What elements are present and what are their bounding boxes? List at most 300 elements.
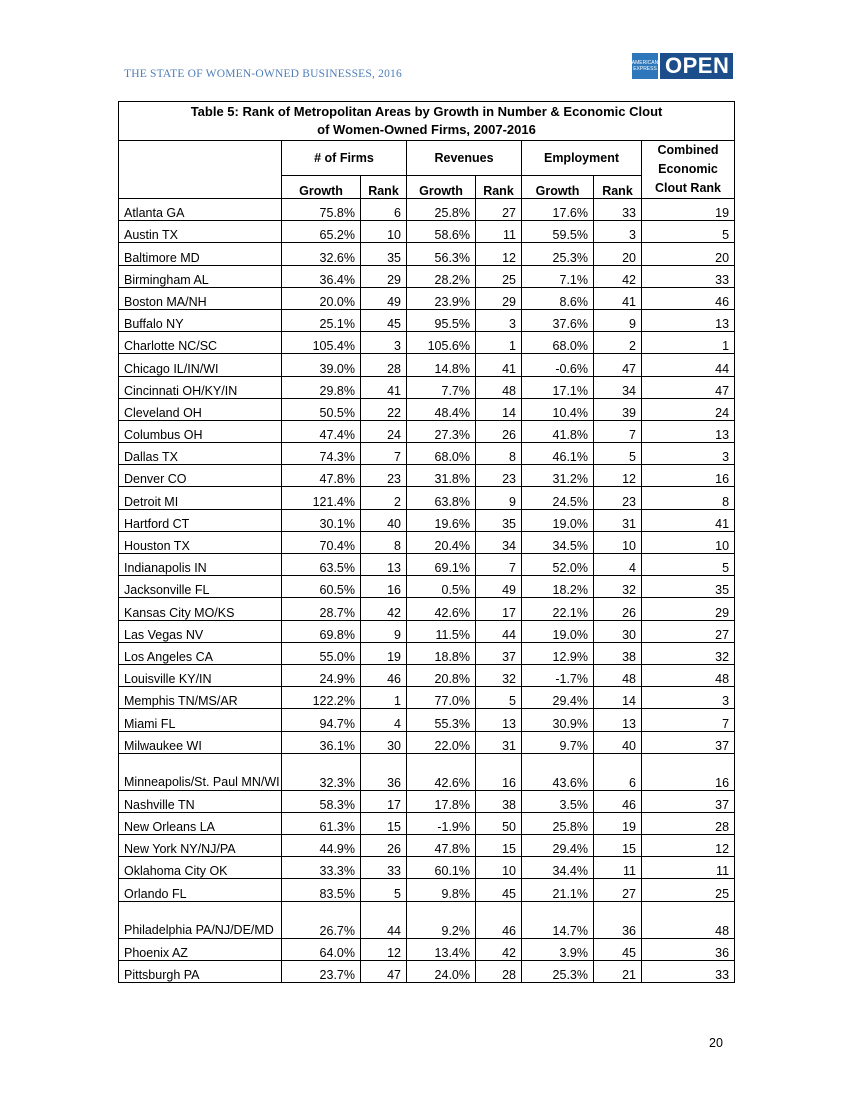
employment-growth-cell: 34.5% [522,531,594,553]
firms-rank-cell: 29 [361,265,407,287]
firms-growth-cell: 122.2% [282,687,361,709]
metro-header-blank [119,141,282,199]
combined-clout-rank-cell: 28 [642,812,735,834]
employment-growth-cell: 18.2% [522,576,594,598]
firms-growth-cell: 60.5% [282,576,361,598]
table-row [119,790,735,812]
table-row [119,398,735,420]
employment-growth-cell: 9.7% [522,731,594,753]
firms-rank-cell: 6 [361,199,407,221]
firms-growth-cell: 44.9% [282,835,361,857]
employment-growth-cell: 25.3% [522,243,594,265]
table-row [119,938,735,960]
combined-clout-rank-cell: 24 [642,398,735,420]
table-row [119,265,735,287]
revenues-growth-cell: 31.8% [407,465,476,487]
revenues-growth-cell: 28.2% [407,265,476,287]
revenues-rank-cell: 23 [476,465,522,487]
revenues-growth-cell: 48.4% [407,398,476,420]
firms-rank-header: Rank [361,176,407,199]
combined-clout-rank-cell: 13 [642,420,735,442]
firms-rank-cell: 24 [361,420,407,442]
employment-growth-cell: 22.1% [522,598,594,620]
revenues-growth-header: Growth [407,176,476,199]
combined-clout-rank-cell: 8 [642,487,735,509]
employment-rank-cell: 10 [594,531,642,553]
metro-name-cell: Louisville KY/IN [119,664,282,686]
revenues-rank-cell: 49 [476,576,522,598]
firms-growth-cell: 30.1% [282,509,361,531]
firms-growth-cell: 70.4% [282,531,361,553]
employment-rank-cell: 46 [594,790,642,812]
firms-growth-cell: 20.0% [282,287,361,309]
employment-rank-cell: 38 [594,642,642,664]
employment-rank-cell: 5 [594,443,642,465]
table-row [119,879,735,901]
revenues-growth-cell: 23.9% [407,287,476,309]
revenues-growth-cell: 0.5% [407,576,476,598]
firms-growth-cell: 63.5% [282,554,361,576]
table-row [119,287,735,309]
employment-growth-cell: 14.7% [522,901,594,938]
combined-clout-rank-cell: 37 [642,790,735,812]
firms-growth-cell: 47.8% [282,465,361,487]
revenues-rank-cell: 28 [476,960,522,982]
employment-growth-cell: -0.6% [522,354,594,376]
employment-growth-cell: 34.4% [522,857,594,879]
firms-rank-cell: 17 [361,790,407,812]
revenues-growth-cell: 24.0% [407,960,476,982]
combined-clout-rank-cell: 11 [642,857,735,879]
revenues-rank-header: Rank [476,176,522,199]
firms-growth-cell: 75.8% [282,199,361,221]
firms-rank-cell: 8 [361,531,407,553]
firms-growth-cell: 121.4% [282,487,361,509]
firms-growth-cell: 29.8% [282,376,361,398]
combined-clout-rank-cell: 3 [642,687,735,709]
table-row [119,309,735,331]
employment-growth-cell: 46.1% [522,443,594,465]
employment-growth-cell: -1.7% [522,664,594,686]
employment-rank-cell: 13 [594,709,642,731]
employment-rank-cell: 9 [594,309,642,331]
firms-rank-cell: 4 [361,709,407,731]
employment-growth-cell: 24.5% [522,487,594,509]
employment-growth-cell: 10.4% [522,398,594,420]
table-row [119,812,735,834]
revenues-rank-cell: 45 [476,879,522,901]
employment-rank-cell: 27 [594,879,642,901]
revenues-growth-cell: 13.4% [407,938,476,960]
revenues-growth-cell: 22.0% [407,731,476,753]
revenues-rank-cell: 11 [476,221,522,243]
revenues-rank-cell: 37 [476,642,522,664]
revenues-rank-cell: 10 [476,857,522,879]
employment-rank-cell: 4 [594,554,642,576]
firms-growth-cell: 58.3% [282,790,361,812]
revenues-growth-cell: 7.7% [407,376,476,398]
firms-rank-cell: 7 [361,443,407,465]
firms-growth-cell: 36.4% [282,265,361,287]
combined-clout-header: Combined Economic Clout Rank [642,141,735,199]
page-number: 20 [709,1036,723,1050]
employment-growth-cell: 17.6% [522,199,594,221]
combined-clout-rank-cell: 37 [642,731,735,753]
firms-rank-cell: 15 [361,812,407,834]
revenues-growth-cell: 19.6% [407,509,476,531]
revenues-rank-cell: 41 [476,354,522,376]
firms-rank-cell: 19 [361,642,407,664]
table-row [119,554,735,576]
metro-name-cell: Pittsburgh PA [119,960,282,982]
table-row [119,531,735,553]
firms-growth-cell: 25.1% [282,309,361,331]
employment-rank-cell: 39 [594,398,642,420]
employment-rank-cell: 20 [594,243,642,265]
employment-rank-cell: 14 [594,687,642,709]
employment-growth-cell: 68.0% [522,332,594,354]
table-row [119,960,735,982]
metro-name-cell: Chicago IL/IN/WI [119,354,282,376]
firms-growth-cell: 61.3% [282,812,361,834]
revenues-growth-cell: 17.8% [407,790,476,812]
revenues-growth-cell: 47.8% [407,835,476,857]
firms-rank-cell: 33 [361,857,407,879]
firms-growth-cell: 32.6% [282,243,361,265]
employment-growth-cell: 30.9% [522,709,594,731]
firms-growth-cell: 28.7% [282,598,361,620]
firms-growth-cell: 50.5% [282,398,361,420]
firms-growth-cell: 26.7% [282,901,361,938]
employment-rank-cell: 15 [594,835,642,857]
employment-rank-cell: 33 [594,199,642,221]
revenues-growth-cell: 42.6% [407,753,476,790]
metro-name-cell: New York NY/NJ/PA [119,835,282,857]
employment-rank-cell: 3 [594,221,642,243]
combined-clout-rank-cell: 33 [642,265,735,287]
revenues-rank-cell: 50 [476,812,522,834]
table-row [119,664,735,686]
table-row [119,620,735,642]
revenues-growth-cell: 27.3% [407,420,476,442]
combined-clout-rank-cell: 29 [642,598,735,620]
metro-name-cell: Buffalo NY [119,309,282,331]
combined-clout-rank-cell: 5 [642,554,735,576]
metro-name-cell: Atlanta GA [119,199,282,221]
combined-clout-rank-cell: 10 [642,531,735,553]
firms-growth-header: Growth [282,176,361,199]
combined-clout-rank-cell: 46 [642,287,735,309]
american-express-open-logo [632,53,733,79]
revenues-growth-cell: 14.8% [407,354,476,376]
metro-name-cell: Austin TX [119,221,282,243]
firms-rank-cell: 10 [361,221,407,243]
revenues-rank-cell: 14 [476,398,522,420]
metro-name-cell: Indianapolis IN [119,554,282,576]
employment-rank-cell: 48 [594,664,642,686]
table-row [119,443,735,465]
firms-rank-cell: 49 [361,287,407,309]
firms-rank-cell: 9 [361,620,407,642]
table-row [119,465,735,487]
metro-name-cell: Houston TX [119,531,282,553]
metro-name-cell: Nashville TN [119,790,282,812]
table-row [119,642,735,664]
combined-clout-rank-cell: 44 [642,354,735,376]
firms-rank-cell: 47 [361,960,407,982]
metro-name-cell: Miami FL [119,709,282,731]
metro-name-cell: Milwaukee WI [119,731,282,753]
revenues-rank-cell: 35 [476,509,522,531]
firms-rank-cell: 12 [361,938,407,960]
combined-clout-rank-cell: 19 [642,199,735,221]
revenues-rank-cell: 29 [476,287,522,309]
firms-rank-cell: 46 [361,664,407,686]
metro-name-cell: Orlando FL [119,879,282,901]
employment-rank-cell: 26 [594,598,642,620]
firms-rank-cell: 1 [361,687,407,709]
revenues-rank-cell: 5 [476,687,522,709]
open-logo-word: OPEN [660,53,733,79]
metro-name-cell: Cincinnati OH/KY/IN [119,376,282,398]
firms-rank-cell: 42 [361,598,407,620]
combined-clout-rank-cell: 48 [642,901,735,938]
employment-rank-header: Rank [594,176,642,199]
table-row [119,687,735,709]
combined-clout-rank-cell: 12 [642,835,735,857]
revenues-rank-cell: 17 [476,598,522,620]
firms-rank-cell: 41 [361,376,407,398]
firms-growth-cell: 83.5% [282,879,361,901]
firms-rank-cell: 23 [361,465,407,487]
table-row [119,576,735,598]
revenues-rank-cell: 48 [476,376,522,398]
table-row [119,753,735,790]
metro-name-cell: Memphis TN/MS/AR [119,687,282,709]
combined-clout-rank-cell: 48 [642,664,735,686]
running-header: THE STATE OF WOMEN-OWNED BUSINESSES, 2016 [124,68,402,80]
table-row [119,243,735,265]
combined-clout-rank-cell: 13 [642,309,735,331]
revenues-rank-cell: 16 [476,753,522,790]
employment-rank-cell: 42 [594,265,642,287]
metro-name-cell: Minneapolis/St. Paul MN/WI [119,753,282,790]
firms-growth-cell: 24.9% [282,664,361,686]
revenues-growth-cell: 25.8% [407,199,476,221]
metro-name-cell: Phoenix AZ [119,938,282,960]
table-row [119,901,735,938]
employment-growth-cell: 8.6% [522,287,594,309]
revenues-growth-cell: 55.3% [407,709,476,731]
revenues-rank-cell: 42 [476,938,522,960]
firms-rank-cell: 35 [361,243,407,265]
metro-name-cell: Kansas City MO/KS [119,598,282,620]
metro-name-cell: Las Vegas NV [119,620,282,642]
firms-rank-cell: 30 [361,731,407,753]
combined-clout-rank-cell: 3 [642,443,735,465]
employment-growth-cell: 43.6% [522,753,594,790]
employment-rank-cell: 21 [594,960,642,982]
employment-growth-cell: 59.5% [522,221,594,243]
employment-rank-cell: 40 [594,731,642,753]
metro-name-cell: Baltimore MD [119,243,282,265]
employment-rank-cell: 19 [594,812,642,834]
firms-growth-cell: 74.3% [282,443,361,465]
firms-growth-cell: 36.1% [282,731,361,753]
combined-clout-rank-cell: 5 [642,221,735,243]
firms-growth-cell: 65.2% [282,221,361,243]
employment-rank-cell: 36 [594,901,642,938]
firms-growth-cell: 94.7% [282,709,361,731]
employment-growth-cell: 29.4% [522,687,594,709]
metro-name-cell: Jacksonville FL [119,576,282,598]
revenues-growth-cell: 77.0% [407,687,476,709]
revenues-growth-cell: 11.5% [407,620,476,642]
firms-rank-cell: 40 [361,509,407,531]
metro-name-cell: Charlotte NC/SC [119,332,282,354]
employment-rank-cell: 34 [594,376,642,398]
employment-rank-cell: 30 [594,620,642,642]
revenues-growth-cell: 69.1% [407,554,476,576]
metro-name-cell: Denver CO [119,465,282,487]
revenues-growth-cell: 58.6% [407,221,476,243]
table-row [119,731,735,753]
revenues-growth-cell: 63.8% [407,487,476,509]
firms-growth-cell: 105.4% [282,332,361,354]
employment-rank-cell: 41 [594,287,642,309]
table-row [119,354,735,376]
employment-rank-cell: 7 [594,420,642,442]
employment-growth-cell: 29.4% [522,835,594,857]
employment-growth-cell: 25.3% [522,960,594,982]
employment-growth-cell: 52.0% [522,554,594,576]
firms-growth-cell: 47.4% [282,420,361,442]
employment-rank-cell: 11 [594,857,642,879]
employment-group-header: Employment [522,141,642,176]
revenues-growth-cell: 105.6% [407,332,476,354]
revenues-rank-cell: 8 [476,443,522,465]
firms-rank-cell: 26 [361,835,407,857]
employment-rank-cell: 31 [594,509,642,531]
table-row [119,857,735,879]
revenues-growth-cell: 20.4% [407,531,476,553]
combined-clout-rank-cell: 41 [642,509,735,531]
revenues-rank-cell: 27 [476,199,522,221]
employment-rank-cell: 45 [594,938,642,960]
employment-growth-cell: 3.9% [522,938,594,960]
table-row [119,420,735,442]
metro-name-cell: Hartford CT [119,509,282,531]
firms-rank-cell: 36 [361,753,407,790]
revenues-growth-cell: 9.2% [407,901,476,938]
firms-rank-cell: 16 [361,576,407,598]
table-row [119,709,735,731]
employment-growth-cell: 21.1% [522,879,594,901]
combined-clout-rank-cell: 47 [642,376,735,398]
metro-name-cell: Oklahoma City OK [119,857,282,879]
revenues-rank-cell: 32 [476,664,522,686]
table-row [119,376,735,398]
revenues-growth-cell: 9.8% [407,879,476,901]
table-row [119,835,735,857]
employment-rank-cell: 47 [594,354,642,376]
revenues-rank-cell: 31 [476,731,522,753]
table-body [119,199,735,983]
firms-rank-cell: 22 [361,398,407,420]
employment-growth-cell: 19.0% [522,620,594,642]
table-row [119,487,735,509]
metro-name-cell: Boston MA/NH [119,287,282,309]
revenues-growth-cell: 60.1% [407,857,476,879]
metro-name-cell: Columbus OH [119,420,282,442]
combined-clout-rank-cell: 33 [642,960,735,982]
revenues-rank-cell: 13 [476,709,522,731]
revenues-rank-cell: 9 [476,487,522,509]
combined-clout-rank-cell: 25 [642,879,735,901]
combined-clout-rank-cell: 27 [642,620,735,642]
table-title [119,102,735,141]
employment-growth-header: Growth [522,176,594,199]
metro-name-cell: Birmingham AL [119,265,282,287]
firms-growth-cell: 64.0% [282,938,361,960]
employment-growth-cell: 7.1% [522,265,594,287]
employment-growth-cell: 37.6% [522,309,594,331]
employment-growth-cell: 12.9% [522,642,594,664]
employment-growth-cell: 25.8% [522,812,594,834]
employment-growth-cell: 17.1% [522,376,594,398]
employment-growth-cell: 31.2% [522,465,594,487]
table-row [119,509,735,531]
employment-growth-cell: 3.5% [522,790,594,812]
firms-rank-cell: 5 [361,879,407,901]
amex-logo-box: AMERICAN EXPRESS [632,53,658,79]
metro-name-cell: Cleveland OH [119,398,282,420]
firms-rank-cell: 2 [361,487,407,509]
combined-clout-rank-cell: 16 [642,465,735,487]
firms-rank-cell: 13 [361,554,407,576]
metro-name-cell: Los Angeles CA [119,642,282,664]
metro-name-cell: Philadelphia PA/NJ/DE/MD [119,901,282,938]
revenues-growth-cell: 68.0% [407,443,476,465]
combined-clout-rank-cell: 7 [642,709,735,731]
firms-growth-cell: 69.8% [282,620,361,642]
revenues-growth-cell: 56.3% [407,243,476,265]
combined-clout-rank-cell: 32 [642,642,735,664]
revenues-rank-cell: 7 [476,554,522,576]
metro-rank-table [118,101,735,983]
revenues-group-header: Revenues [407,141,522,176]
employment-growth-cell: 19.0% [522,509,594,531]
revenues-rank-cell: 15 [476,835,522,857]
metro-name-cell: Detroit MI [119,487,282,509]
employment-growth-cell: 41.8% [522,420,594,442]
revenues-growth-cell: 95.5% [407,309,476,331]
firms-rank-cell: 45 [361,309,407,331]
firms-rank-cell: 44 [361,901,407,938]
firms-rank-cell: 3 [361,332,407,354]
combined-clout-rank-cell: 35 [642,576,735,598]
revenues-rank-cell: 34 [476,531,522,553]
revenues-growth-cell: -1.9% [407,812,476,834]
metro-name-cell: Dallas TX [119,443,282,465]
table-row [119,221,735,243]
table-title-line-2: of Women-Owned Firms, 2007-2016 [317,122,536,137]
firms-group-header: # of Firms [282,141,407,176]
employment-rank-cell: 6 [594,753,642,790]
revenues-growth-cell: 42.6% [407,598,476,620]
metro-name-cell: New Orleans LA [119,812,282,834]
firms-growth-cell: 32.3% [282,753,361,790]
